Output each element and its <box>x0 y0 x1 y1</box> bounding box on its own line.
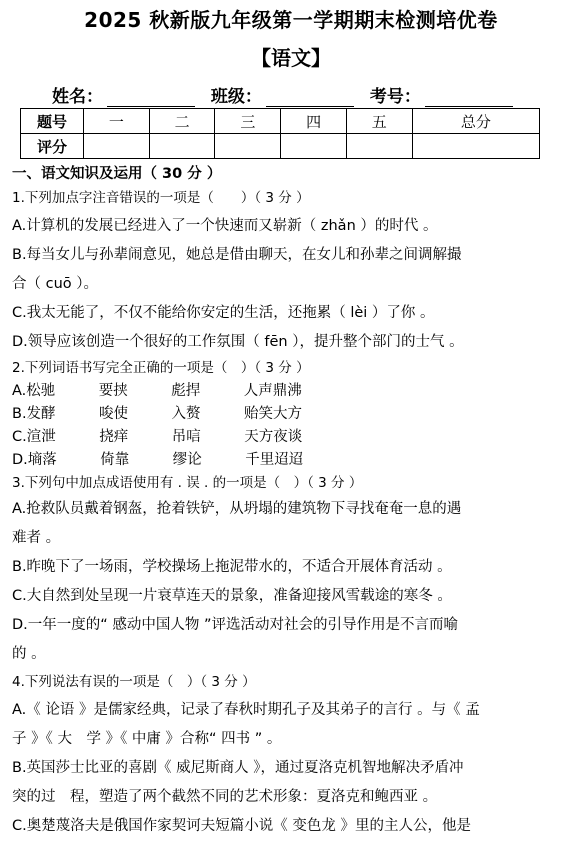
option-text: A.计算机的发展已经进入了一个快速而又崭新（ zhǎn ）的时代 。 <box>12 218 438 234</box>
option-text: C.大自然到处呈现一片衰草连天的景象，准备迎接风雪载途的寒冬 。 <box>12 588 452 604</box>
option-text: C.我太无能了，不仅不能给你安定的生活，还拖累（ lèi ）了你 。 <box>12 305 435 321</box>
score-header-cell: 三 <box>215 109 281 134</box>
number-label: 考号： <box>369 87 421 107</box>
option-text: 难者 。 <box>12 530 61 546</box>
question-stem: 2.下列词语书写完全正确的一项是（ ）（ 3 分 ） <box>12 360 310 376</box>
question-stem: 1.下列加点字注音错误的一项是（ ）（ 3 分 ） <box>12 190 310 206</box>
option-text: D.领导应该创造一个很好的工作氛围（ fēn ），提升整个部门的士气 。 <box>12 334 464 350</box>
option-text: A.抢救队员戴着钢盔，抢着铁铲，从坍塌的建筑物下寻找奄奄一息的遇 <box>12 501 462 517</box>
score-header-cell: 五 <box>346 109 412 134</box>
option-text: C.渲泄 挠痒 吊唁 天方夜谈 <box>12 429 303 445</box>
option-text: D.墒落 倚靠 缪论 千里迢迢 <box>12 452 304 468</box>
subject-title: 【语文】 <box>251 46 331 70</box>
score-header-cell: 四 <box>281 109 347 134</box>
section-heading: 一、语文知识及运用（ 30 分 ） <box>12 166 222 182</box>
option-text: A.《 论语 》是儒家经典，记录了春秋时期孔子及其弟子的言行 。与《 孟 <box>12 702 480 718</box>
option-text: 的 。 <box>12 646 46 662</box>
score-table-header-row <box>21 109 540 134</box>
number-blank[interactable] <box>425 88 513 107</box>
score-row-label: 评分 <box>21 134 84 159</box>
question-body <box>12 163 574 841</box>
option-text: 合（ cuō ）。 <box>12 276 99 292</box>
option-text: 子 》《 大 学 》《 中庸 》合称“ 四书 ” 。 <box>12 731 282 747</box>
score-header-cell: 一 <box>84 109 150 134</box>
question-stem: 4.下列说法有误的一项是（ ）（ 3 分 ） <box>12 674 256 690</box>
score-cell[interactable] <box>412 134 539 159</box>
score-cell[interactable] <box>215 134 281 159</box>
score-header-cell: 总分 <box>412 109 539 134</box>
name-blank[interactable] <box>107 88 195 107</box>
class-blank[interactable] <box>266 88 354 107</box>
score-cell[interactable] <box>281 134 347 159</box>
option-text: B.发酵 唆使 入赘 贻笑大方 <box>12 406 303 422</box>
class-label: 班级： <box>210 87 262 107</box>
option-text: A.松驰 要挟 彪捍 人声鼎沸 <box>12 383 302 399</box>
student-info-row <box>52 82 523 107</box>
option-text: D.一年一度的“ 感动中国人物 ”评选活动对社会的引导作用是不言而喻 <box>12 617 459 633</box>
option-text: 突的过 程，塑造了两个截然不同的艺术形象：夏洛克和鲍西亚 。 <box>12 789 438 805</box>
name-label: 姓名： <box>52 87 103 107</box>
option-text: B.昨晚下了一场雨，学校操场上拖泥带水的，不适合开展体育活动 。 <box>12 559 452 575</box>
option-text: C.奥楚蔑洛夫是俄国作家契诃夫短篇小说《 变色龙 》里的主人公，他是 <box>12 818 471 834</box>
score-cell[interactable] <box>84 134 150 159</box>
option-text: B.每当女儿与孙辈闹意见，她总是借由聊天，在女儿和孙辈之间调解撮 <box>12 247 462 263</box>
score-cell[interactable] <box>149 134 215 159</box>
score-table <box>20 108 540 159</box>
option-text: B.英国莎士比亚的喜剧《 威尼斯商人 》，通过夏洛克机智地解决矛盾冲 <box>12 760 464 776</box>
question-stem: 3.下列句中加点成语使用有 . 误 . 的一项是（ ）（ 3 分 ） <box>12 475 363 491</box>
score-header-cell: 题号 <box>21 109 84 134</box>
exam-title: 2025 秋新版九年级第一学期期末检测培优卷 <box>84 8 498 32</box>
score-cell[interactable] <box>346 134 412 159</box>
score-table-score-row <box>21 134 540 159</box>
score-header-cell: 二 <box>149 109 215 134</box>
